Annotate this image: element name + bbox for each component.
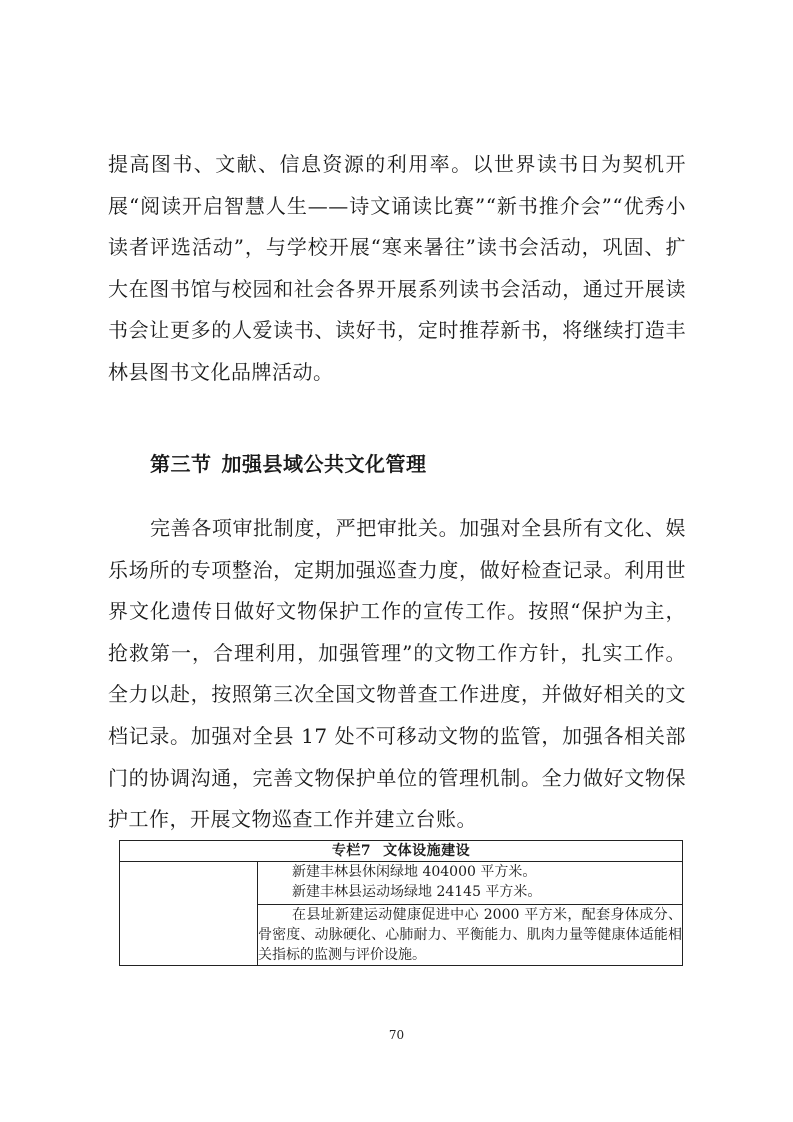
feature-box-number: 专栏7 <box>331 843 372 859</box>
section-heading <box>150 448 427 477</box>
feature-box-title: 文体设施建设 <box>383 843 471 859</box>
feature-box-item-text: 在县址新建运动健康促进中心 2000 平方米，配套身体成分、骨密度、动脉硬化、心肺耐力、平衡能力、肌肉力量等健康体适能相关指标的监测与评价设施。 <box>258 907 682 963</box>
feature-box-caption <box>120 841 683 862</box>
feature-box-caption-row <box>120 841 683 862</box>
feature-box-item-line: 新建丰林县运动场绿地 24145 平方米。 <box>292 884 542 900</box>
feature-box-category-cell <box>120 862 258 966</box>
body-paragraph-reading-activities: 提高图书、文献、信息资源的利用率。以世界读书日为契机开展“阅读开启智慧人生——诗文诵读比赛”“新书推介会”“优秀小读者评选活动”，与学校开展“寒来暑往”读书会活动，巩固、扩大在图书馆与校园和社会各界开展系列读书会活动，通过开展读书会让更多的人爱读书、读好书，定时推荐新书，将继续打造丰林县图书文化品牌活动。 <box>108 152 686 384</box>
section-title: 加强县域公共文化管理 <box>221 452 427 476</box>
page-number: 70 <box>388 1028 405 1042</box>
feature-box-table <box>119 840 683 966</box>
section-number: 第三节 <box>150 452 212 476</box>
feature-box-item-line: 新建丰林县休闲绿地 404000 平方米。 <box>292 864 537 880</box>
feature-box-item-green-space <box>258 862 683 905</box>
body-paragraph-cultural-management: 完善各项审批制度，严把审批关。加强对全县所有文化、娱乐场所的专项整治，定期加强巡查力度，做好检查记录。利用世界文化遗传日做好文物保护工作的宣传工作。按照“保护为主，抢救第一，合理利用，加强管理”的文物工作方针，扎实工作。全力以赴，按照第三次全国文物普查工作进度，并做好相关的文档记录。加强对全县 17 处不可移动文物的监管，加强各相关部门的协调沟通，完善文物保护单位的管理机制。全力做好文物保护工作，开展文物巡查工作并建立台账。 <box>108 516 686 832</box>
feature-box-row <box>120 862 683 905</box>
feature-box-item-health-center <box>258 905 683 966</box>
